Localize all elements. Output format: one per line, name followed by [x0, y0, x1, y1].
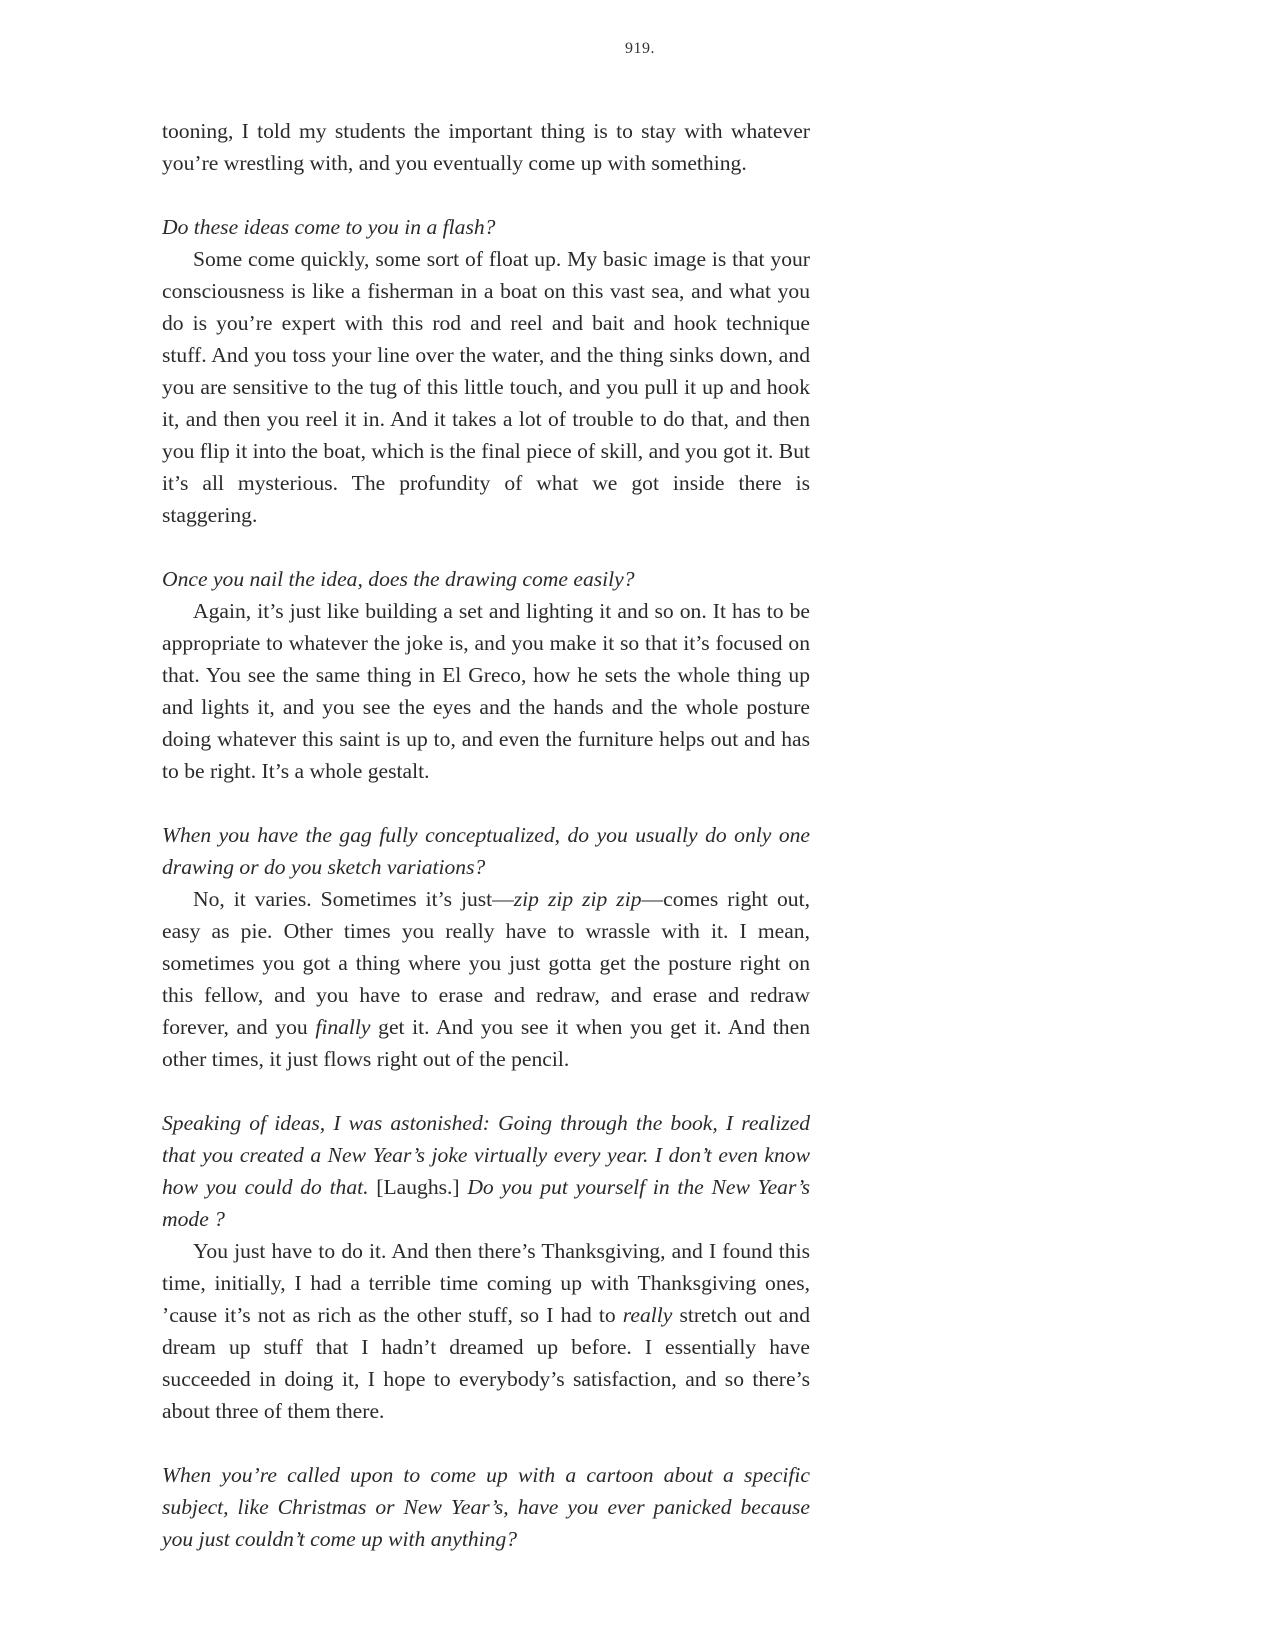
interview-answer-1: Some come quickly, some sort of float up. My basic image is that your consciousness is like a fisherman in a boat on this vast sea, and what you do is you’re expert with this rod and reel and bait and hook technique stuff. And you toss your line over the water, and the thing sinks down, and you are sensitive to the tug of this little touch, and you pull it up and hook it, and then you reel it in. And it takes a lot of trouble to do that, and then you flip it into the boat, which is the final piece of skill, and you got it. But it’s all mysterious. The profundity of what we got inside there is staggering. [162, 247, 810, 527]
interview-text [162, 115, 810, 1555]
answer-4-tail: stretch out and dream up stuff that I hadn’t dreamed up before. I essentially have succeeded in doing it, I hope to everybody’s satisfaction, and so there’s about three of them there. [162, 1303, 810, 1423]
answer-3-emphasis-zip: zip zip zip zip [513, 887, 642, 911]
answer-3-lead: No, it varies. Sometimes it’s just— [193, 887, 514, 911]
question-4-lead: Speaking of ideas, I was astonished: Going through the book, I realized that you created a New Year’s joke virtually every year. I don’t even know how you could do that. [162, 1111, 810, 1199]
interview-answer-2: Again, it’s just like building a set and lighting it and so on. It has to be appropriate to whatever the joke is, and you make it so that it’s focused on that. You see the same thing in El Greco, how he sets the whole thing up and lights it, and you see the eyes and the hands and the whole posture doing whatever this saint is up to, and even the furniture helps out and has to be right. It’s a whole gestalt. [162, 599, 810, 783]
interview-question-2: Once you nail the idea, does the drawing come easily? [162, 567, 635, 591]
question-4-tail: Do you put yourself in the New Year’s mode ? [162, 1175, 810, 1231]
question-4-aside: [Laughs.] [376, 1175, 460, 1199]
interview-question-4 [162, 1107, 810, 1235]
interview-question-3: When you have the gag fully conceptualized, do you usually do only one drawing or do you sketch variations? [162, 823, 810, 879]
interview-answer-4 [162, 1235, 810, 1427]
continuation-paragraph: tooning, I told my students the important thing is to stay with whatever you’re wrestling with, and you eventually come up with something. [162, 119, 810, 175]
answer-3-middle: —comes right out, easy as pie. Other times you really have to wrassle with it. I mean, sometimes you got a thing where you just gotta get the posture right on this fellow, and you have to erase and redraw, and erase and redraw forever, and you [162, 887, 810, 1039]
answer-4-emphasis-really: really [622, 1303, 673, 1327]
interview-question-1: Do these ideas come to you in a flash? [162, 215, 496, 239]
page-number: 919. [625, 40, 655, 57]
answer-3-tail: get it. And you see it when you get it. And then other times, it just flows right out of the pencil. [162, 1015, 810, 1071]
answer-4-lead: You just have to do it. And then there’s Thanksgiving, and I found this time, initially, I had a terrible time coming up with Thanksgiving ones, ’cause it’s not as rich as the other stuff, so I had to [162, 1239, 810, 1327]
answer-3-emphasis-finally: finally [315, 1015, 371, 1039]
interview-answer-3 [162, 883, 810, 1075]
interview-question-5: When you’re called upon to come up with a cartoon about a specific subject, like Christmas or New Year’s, have you ever panicked because you just couldn’t come up with anything? [162, 1463, 810, 1551]
